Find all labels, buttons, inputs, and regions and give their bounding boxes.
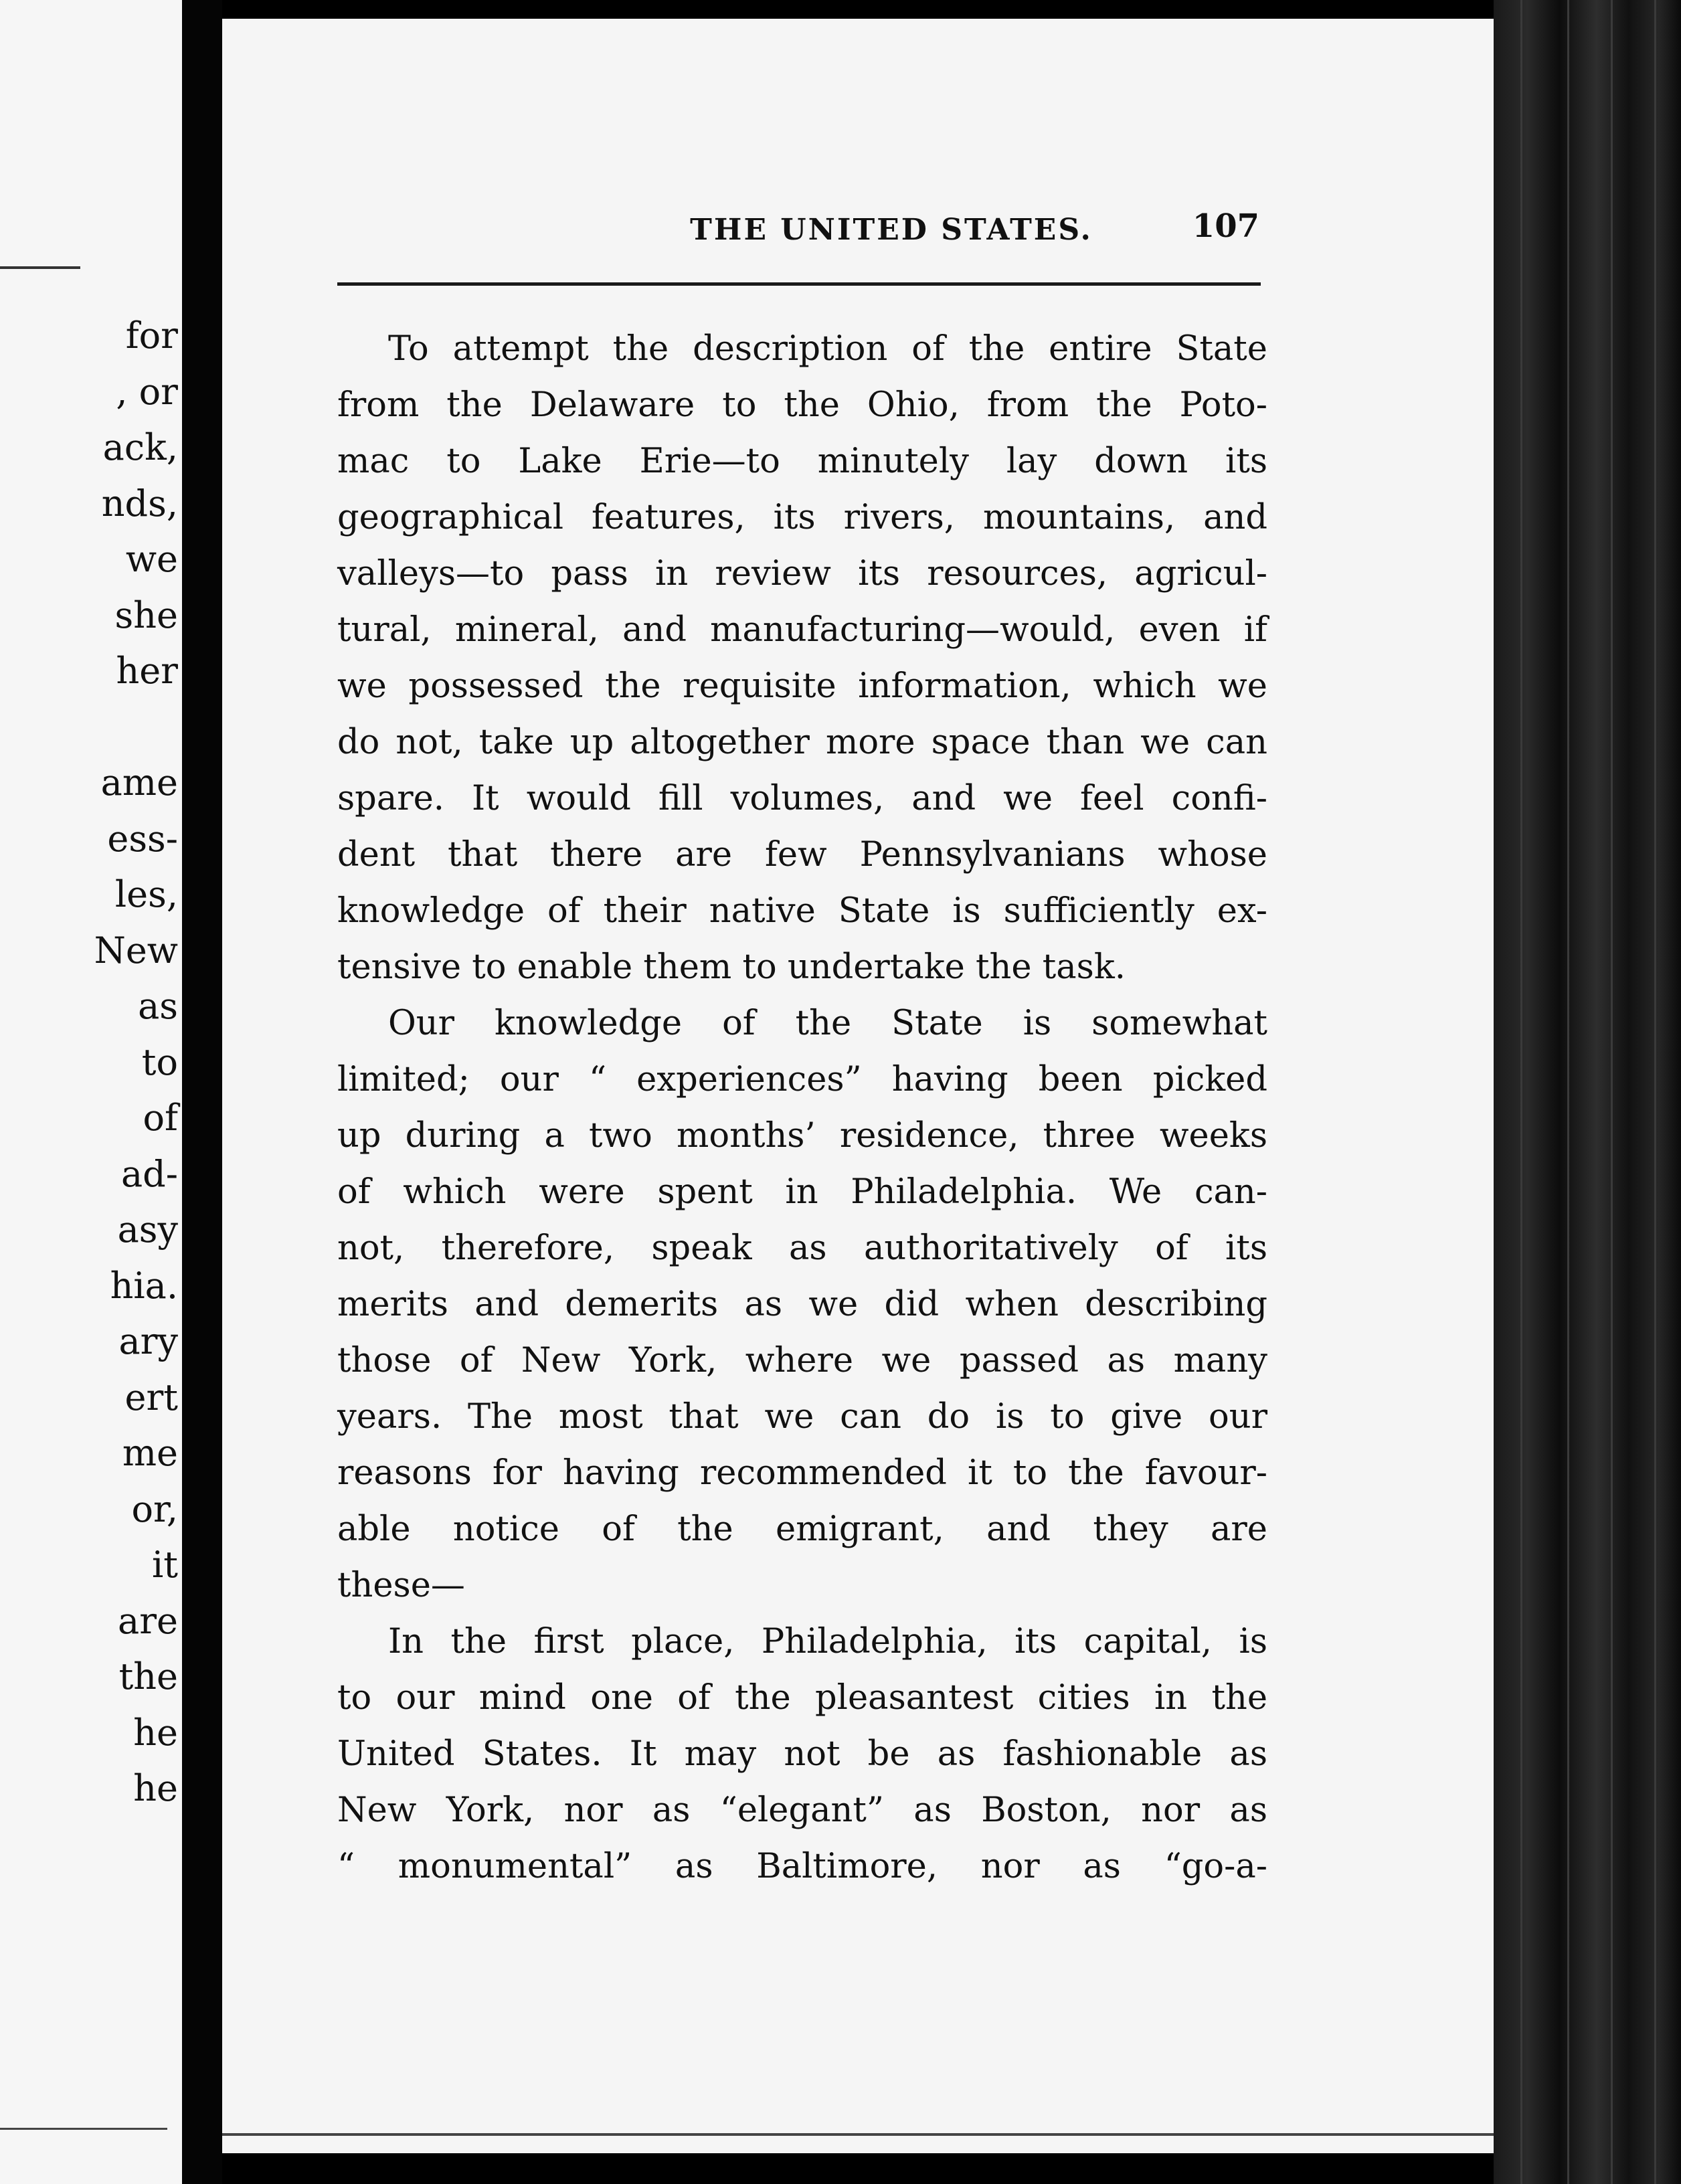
edge-line bbox=[1611, 0, 1613, 2184]
text-line: up during a two months’ residence, three weeks bbox=[337, 1116, 1267, 1156]
page-number: 107 bbox=[1192, 207, 1259, 245]
left-fragment-line: New bbox=[94, 929, 178, 972]
text-line: to our mind one of the pleasantest cities in the bbox=[337, 1678, 1267, 1718]
left-fragment-line: he bbox=[133, 1767, 178, 1809]
left-fragment-line: the bbox=[118, 1655, 178, 1698]
edge-line bbox=[1654, 0, 1656, 2184]
body-text bbox=[337, 321, 1267, 1895]
text-line: New York, nor as “elegant” as Boston, nor as bbox=[337, 1791, 1267, 1830]
right-page bbox=[222, 19, 1494, 2153]
text-line: limited; our “ experiences” having been picked bbox=[337, 1060, 1267, 1099]
text-line: these— bbox=[337, 1566, 465, 1605]
page-gutter bbox=[182, 0, 222, 2184]
left-fragment-line: for bbox=[125, 314, 178, 357]
text-line: To attempt the description of the entire State bbox=[388, 329, 1267, 369]
text-line: United States. It may not be as fashionable as bbox=[337, 1734, 1267, 1774]
text-line: spare. It would fill volumes, and we feel confi- bbox=[337, 779, 1267, 818]
left-fragment-line: ess- bbox=[107, 817, 178, 860]
text-line: from the Delaware to the Ohio, from the Poto- bbox=[337, 385, 1267, 425]
left-fragment-line: it bbox=[152, 1544, 178, 1586]
left-fragment-line: ack, bbox=[102, 426, 178, 468]
left-fragment-line: me bbox=[122, 1432, 178, 1474]
text-line: years. The most that we can do is to give our bbox=[337, 1397, 1267, 1437]
text-line: of which were spent in Philadelphia. We can- bbox=[337, 1172, 1267, 1212]
text-line: those of New York, where we passed as many bbox=[337, 1341, 1267, 1380]
text-line: knowledge of their native State is sufficiently ex- bbox=[337, 891, 1267, 931]
left-fragment-line: or, bbox=[131, 1487, 178, 1530]
text-line: do not, take up altogether more space than we can bbox=[337, 723, 1267, 762]
left-fragment-line: , or bbox=[116, 370, 178, 413]
left-fragment-line: as bbox=[138, 985, 178, 1027]
left-facing-page bbox=[0, 0, 182, 2184]
left-fragment-line: of bbox=[143, 1097, 178, 1139]
text-line: mac to Lake Erie—to minutely lay down its bbox=[337, 442, 1267, 481]
left-fragment-line: hia. bbox=[110, 1264, 178, 1307]
edge-line bbox=[1567, 0, 1569, 2184]
left-fragment-line: les, bbox=[114, 873, 178, 915]
page-bottom-edge bbox=[222, 2133, 1494, 2136]
left-fragment-line: asy bbox=[117, 1208, 178, 1251]
paragraph-1 bbox=[337, 321, 1267, 996]
left-fragment-line bbox=[94, 699, 178, 755]
left-fragment-line: ert bbox=[124, 1376, 178, 1419]
left-fragment-line: nds, bbox=[101, 482, 178, 525]
left-fragment-line: he bbox=[133, 1711, 178, 1754]
left-fragment-line: are bbox=[118, 1599, 178, 1642]
text-line: reasons for having recommended it to the favour- bbox=[337, 1453, 1267, 1493]
left-fragment-line: her bbox=[116, 650, 178, 692]
text-line: geographical features, its rivers, mountains, and bbox=[337, 498, 1267, 537]
text-line: “ monumental” as Baltimore, nor as “go-a- bbox=[337, 1847, 1267, 1886]
paragraph-2 bbox=[337, 996, 1267, 1614]
left-fragment-line: ad- bbox=[120, 1152, 178, 1195]
left-page-bottom-edge bbox=[0, 2128, 167, 2130]
left-fragment-line: to bbox=[141, 1040, 178, 1083]
left-fragment-line: ary bbox=[118, 1320, 178, 1362]
text-line: merits and demerits as we did when describing bbox=[337, 1285, 1267, 1324]
text-line: we possessed the requisite information, which we bbox=[337, 666, 1267, 706]
text-line: Our knowledge of the State is somewhat bbox=[388, 1004, 1267, 1043]
edge-line bbox=[1520, 0, 1522, 2184]
text-line: able notice of the emigrant, and they are bbox=[337, 1510, 1267, 1549]
text-line: dent that there are few Pennsylvanians whose bbox=[337, 835, 1267, 875]
text-line: tural, mineral, and manufacturing—would, even if bbox=[337, 610, 1267, 650]
running-head: THE UNITED STATES. bbox=[690, 213, 1093, 247]
text-line: tensive to enable them to undertake the task. bbox=[337, 947, 1126, 987]
head-rule bbox=[337, 282, 1261, 286]
paragraph-3 bbox=[337, 1614, 1267, 1895]
left-page-text-fragments bbox=[94, 308, 178, 1817]
text-line: valleys—to pass in review its resources, agricul- bbox=[337, 554, 1267, 594]
book-page-edges bbox=[1494, 0, 1681, 2184]
text-line: In the first place, Philadelphia, its capital, is bbox=[388, 1622, 1267, 1661]
left-page-head-rule bbox=[0, 266, 80, 269]
text-line: not, therefore, speak as authoritatively of its bbox=[337, 1228, 1267, 1268]
left-fragment-line: she bbox=[114, 594, 178, 636]
left-fragment-line: ame bbox=[100, 761, 178, 804]
left-fragment-line: we bbox=[125, 538, 178, 580]
